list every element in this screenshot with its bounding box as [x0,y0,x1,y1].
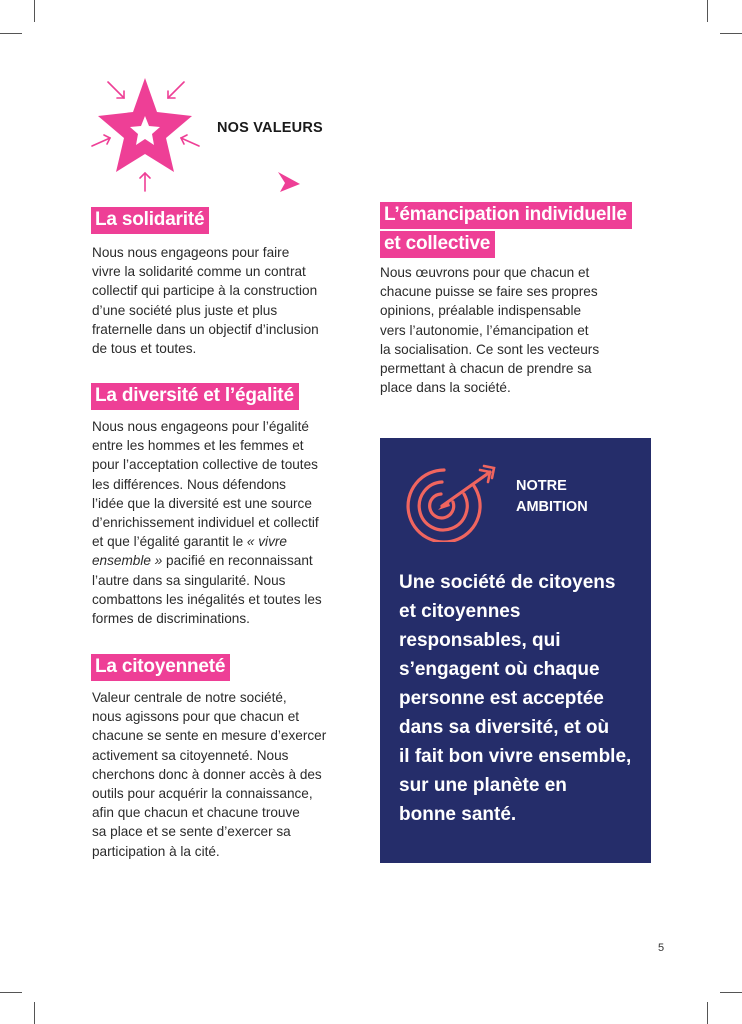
citoyennete-heading-block [91,654,230,681]
diversite-text-italic: « vivre ensemble » [92,534,287,569]
citoyennete-heading: La citoyenneté [91,654,230,681]
emancipation-heading-block [380,202,632,258]
solidarite-text: Nous nous engageons pour faire vivre la solidarité comme un contrat collectif qui participe à la construction d’une société plus juste et plus fraternelle dans un objectif d’inclusion de tous et toutes. [92,245,319,357]
diversite-text [92,417,372,628]
solidarite-heading-block [91,207,209,234]
citoyennete-text: Valeur centrale de notre société, nous agissons pour que chacun et chacune se sente en mesure d’exercer activement sa citoyenneté. Nous cherchons donc à donner accès à des outils pour acquérir la connaissance, afin que chacun et chacune trouve sa place et se sente d’exercer sa participation à la cité. [92,690,327,859]
crop-mark [0,992,22,993]
ambition-text: Une société de citoyens et citoyennes responsables, qui s’engagent où chaque personne est acceptée dans sa diversité, et où il fait bon vivre ensemble, sur une planète en bonne santé. [399,572,632,825]
crop-mark [707,0,708,22]
page-number: 5 [658,942,665,954]
ambition-box [380,438,651,863]
diversite-text-part1: Nous nous engageons pour l’égalité entre les hommes et les femmes et pour l’acceptation collective de toutes les différences. Nous défendons l’idée que la diversité est une source d’enrichissement individuel et collectif et que l’égalité garantit le [92,419,319,550]
diversite-text-part2: pacifié en reconnaissant l’autre dans sa singularité. Nous combattons les inégalités et toutes les formes de discriminations. [92,553,322,627]
crop-mark [720,992,742,993]
solidarite-heading: La solidarité [91,207,209,234]
emancipation-text: Nous œuvrons pour que chacun et chacune puisse se faire ses propres opinions, préalable indispensable vers l’autonomie, l’émancipation et la socialisation. Ce sont les vecteurs permettant à chacun de prendre sa place dans la société. [380,265,600,396]
crop-mark [34,0,35,22]
pink-triangle-pointer-icon [276,170,302,194]
emancipation-heading-line1: L’émancipation individuelle [380,202,632,229]
diversite-heading-block [91,383,299,410]
crop-mark [34,1002,35,1024]
crop-mark [0,33,22,34]
star-with-inward-arrows-icon [88,76,203,194]
crop-mark [707,1002,708,1024]
ambition-title: NOTRE AMBITION [516,478,588,515]
diversite-heading: La diversité et l’égalité [91,383,299,410]
crop-mark [720,33,742,34]
target-with-arrow-icon [398,464,498,542]
page-title: NOS VALEURS [217,120,323,136]
emancipation-heading-line2: et collective [380,231,495,258]
